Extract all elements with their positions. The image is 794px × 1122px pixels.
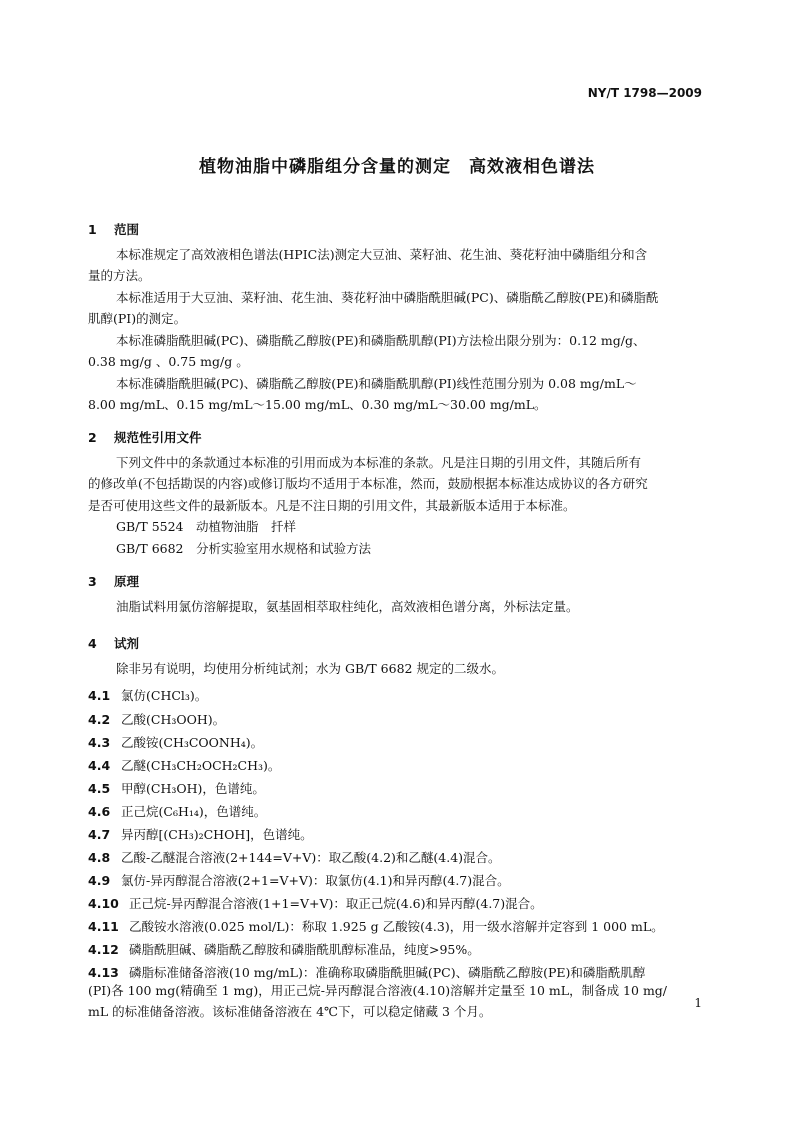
section-1-heading	[88, 220, 139, 238]
paragraph-line: 8.00 mg/mL、0.15 mg/mL～15.00 mg/mL、0.30 mg/mL～30.00 mg/mL。	[88, 397, 547, 412]
reagent-item	[88, 710, 225, 728]
item-number: 4.5	[88, 781, 111, 796]
paragraph-line: mL 的标准储备溶液。该标准储备溶液在 4℃下，可以稳定储藏 3 个月。	[88, 1004, 492, 1019]
item-number: 4.6	[88, 804, 111, 819]
item-text: 正己烷(C₆H₁₄)，色谱纯。	[121, 804, 267, 819]
section-number: 4	[88, 636, 97, 651]
item-text: 磷脂酰胆碱、磷脂酰乙醇胺和磷脂酰肌醇标准品，纯度>95%。	[129, 942, 480, 957]
item-number: 4.1	[88, 688, 111, 703]
paragraph-line: 本标准规定了高效液相色谱法(HPIC法)测定大豆油、菜籽油、花生油、葵花籽油中磷脂组分和含	[116, 247, 648, 262]
item-number: 4.7	[88, 827, 111, 842]
item-text: 乙醚(CH₃CH₂OCH₂CH₃)。	[121, 758, 281, 773]
paragraph-line: 的修改单(不包括勘误的内容)或修订版均不适用于本标准，然而，鼓励根据本标准达成协议的各方研究	[88, 476, 648, 491]
reagent-item	[88, 963, 645, 981]
item-number: 4.13	[88, 965, 119, 980]
paragraph-line: 除非另有说明，均使用分析纯试剂；水为 GB/T 6682 规定的二级水。	[116, 661, 504, 676]
paragraph-line: 是否可使用这些文件的最新版本。凡是不注日期的引用文件，其最新版本适用于本标准。	[88, 498, 576, 513]
item-number: 4.2	[88, 712, 111, 727]
section-number: 3	[88, 574, 97, 589]
item-number: 4.11	[88, 919, 119, 934]
section-title: 规范性引用文件	[114, 430, 202, 445]
paragraph-line: 0.38 mg/g 、0.75 mg/g 。	[88, 354, 249, 369]
paragraph-line: (PI)各 100 mg(精确至 1 mg)，用正己烷-异丙醇混合溶液(4.10)溶解并定量至 10 mL，制备成 10 mg/	[88, 983, 668, 998]
reagent-item	[88, 940, 480, 958]
item-text: 磷脂标准储备溶液(10 mg/mL)：准确称取磷脂酰胆碱(PC)、磷脂酰乙醇胺(PE)和磷脂酰肌醇	[129, 965, 646, 980]
section-4-heading	[88, 634, 139, 652]
reagent-item	[88, 894, 543, 912]
item-number: 4.8	[88, 850, 111, 865]
item-text: 乙酸(CH₃OOH)。	[121, 712, 226, 727]
reference-item: GB/T 5524 动植物油脂 扦样	[116, 519, 297, 534]
reagent-item	[88, 686, 207, 704]
reagent-item	[88, 825, 313, 843]
section-2-heading	[88, 428, 202, 446]
item-number: 4.4	[88, 758, 111, 773]
paragraph-line: 肌醇(PI)的测定。	[88, 311, 187, 326]
standard-number: NY/T 1798—2009	[587, 86, 702, 100]
page-number: 1	[694, 996, 702, 1010]
document-title: 植物油脂中磷脂组分含量的测定 高效液相色谱法	[199, 157, 595, 177]
item-number: 4.12	[88, 942, 119, 957]
section-number: 2	[88, 430, 97, 445]
item-text: 正己烷-异丙醇混合溶液(1+1=V+V)：取正己烷(4.6)和异丙醇(4.7)混合。	[129, 896, 543, 911]
reagent-item	[88, 733, 263, 751]
paragraph-line: 本标准磷脂酰胆碱(PC)、磷脂酰乙醇胺(PE)和磷脂酰肌醇(PI)方法检出限分别为：0.12 mg/g、	[116, 333, 646, 348]
paragraph-line: 油脂试料用氯仿溶解提取，氨基固相萃取柱纯化，高效液相色谱分离，外标法定量。	[116, 599, 579, 614]
item-number: 4.9	[88, 873, 111, 888]
item-text: 甲醇(CH₃OH)，色谱纯。	[121, 781, 265, 796]
reagent-item	[88, 802, 266, 820]
item-number: 4.10	[88, 896, 119, 911]
paragraph-line: 量的方法。	[88, 268, 151, 283]
item-number: 4.3	[88, 735, 111, 750]
section-3-heading	[88, 572, 139, 590]
reagent-item	[88, 871, 510, 889]
item-text: 氯仿-异丙醇混合溶液(2+1=V+V)：取氯仿(4.1)和异丙醇(4.7)混合。	[121, 873, 510, 888]
reagent-item	[88, 756, 280, 774]
item-text: 氯仿(CHCl₃)。	[121, 688, 208, 703]
item-text: 乙酸铵(CH₃COONH₄)。	[121, 735, 264, 750]
reagent-item	[88, 848, 501, 866]
reference-item: GB/T 6682 分析实验室用水规格和试验方法	[116, 541, 372, 556]
section-title: 范围	[114, 222, 140, 237]
paragraph-line: 下列文件中的条款通过本标准的引用而成为本标准的条款。凡是注日期的引用文件，其随后所有	[116, 455, 642, 470]
item-text: 异丙醇[(CH₃)₂CHOH]，色谱纯。	[121, 827, 313, 842]
paragraph-line: 本标准磷脂酰胆碱(PC)、磷脂酰乙醇胺(PE)和磷脂酰肌醇(PI)线性范围分别为 0.08 mg/mL～	[116, 376, 637, 391]
section-number: 1	[88, 222, 97, 237]
item-text: 乙酸-乙醚混合溶液(2+144=V+V)：取乙酸(4.2)和乙醚(4.4)混合。	[121, 850, 501, 865]
item-text: 乙酸铵水溶液(0.025 mol/L)：称取 1.925 g 乙酸铵(4.3)，用一级水溶解并定容到 1 000 mL。	[129, 919, 664, 934]
section-title: 原理	[114, 574, 140, 589]
reagent-item	[88, 779, 265, 797]
paragraph-line: 本标准适用于大豆油、菜籽油、花生油、葵花籽油中磷脂酰胆碱(PC)、磷脂酰乙醇胺(PE)和磷脂酰	[116, 290, 659, 305]
reagent-item	[88, 917, 664, 935]
section-title: 试剂	[114, 636, 140, 651]
